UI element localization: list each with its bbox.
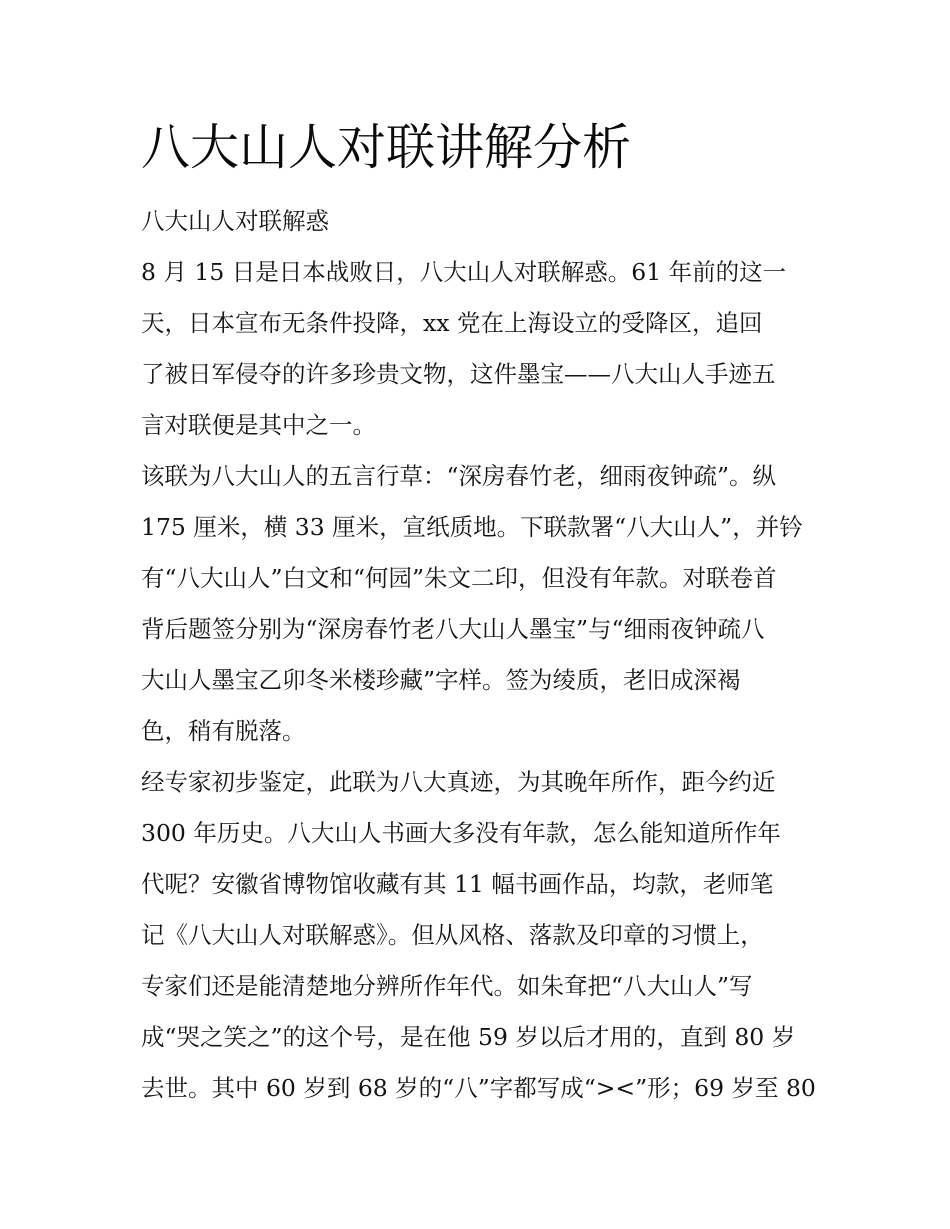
text-line: 成“哭之笑之”的这个号，是在他 59 岁以后才用的，直到 80 岁 (141, 1023, 796, 1051)
text-line: 经专家初步鉴定，此联为八大真迹，为其晚年所作，距今约近 (141, 768, 776, 796)
text-line: 专家们还是能清楚地分辨所作年代。如朱耷把“八大山人”写 (141, 972, 753, 1000)
text-line: 该联为八大山人的五言行草：“深房春竹老，细雨夜钟疏”。纵 (141, 462, 777, 490)
text-line: 175 厘米，横 33 厘米，宣纸质地。下联款署“八大山人”，并钤 (141, 513, 803, 541)
text-line: 记《八大山人对联解惑》。但从风格、落款及印章的习惯上， (141, 921, 764, 949)
text-line: 了被日军侵夺的许多珍贵文物，这件墨宝——八大山人手迹五 (141, 360, 776, 388)
text-line: 代呢？安徽省博物馆收藏有其 11 幅书画作品，均款，老师笔 (141, 870, 774, 898)
document-body (141, 196, 816, 1114)
text-line: 300 年历史。八大山人书画大多没有年款，怎么能知道所作年 (141, 819, 781, 847)
document-title: 八大山人对联讲解分析 (141, 119, 632, 176)
text-line: 天，日本宣布无条件投降，xx 党在上海设立的受降区，追回 (141, 309, 763, 337)
text-line: 言对联便是其中之一。 (141, 411, 376, 439)
text-line: 背后题签分别为“深房春竹老八大山人墨宝”与“细雨夜钟疏八 (141, 615, 765, 643)
text-line: 去世。其中 60 岁到 68 岁的“八”字都写成“><”形；69 岁至 80 (141, 1074, 816, 1102)
text-line: 色，稍有脱落。 (141, 717, 306, 745)
subtitle-line: 八大山人对联解惑 (141, 207, 329, 235)
text-line: 大山人墨宝乙卯冬米楼珍藏”字样。签为绫质，老旧成深褐 (141, 666, 741, 694)
text-line: 8 月 15 日是日本战败日，八大山人对联解惑。61 年前的这一 (141, 258, 787, 286)
text-line: 有“八大山人”白文和“何园”朱文二印，但没有年款。对联卷首 (141, 564, 777, 592)
